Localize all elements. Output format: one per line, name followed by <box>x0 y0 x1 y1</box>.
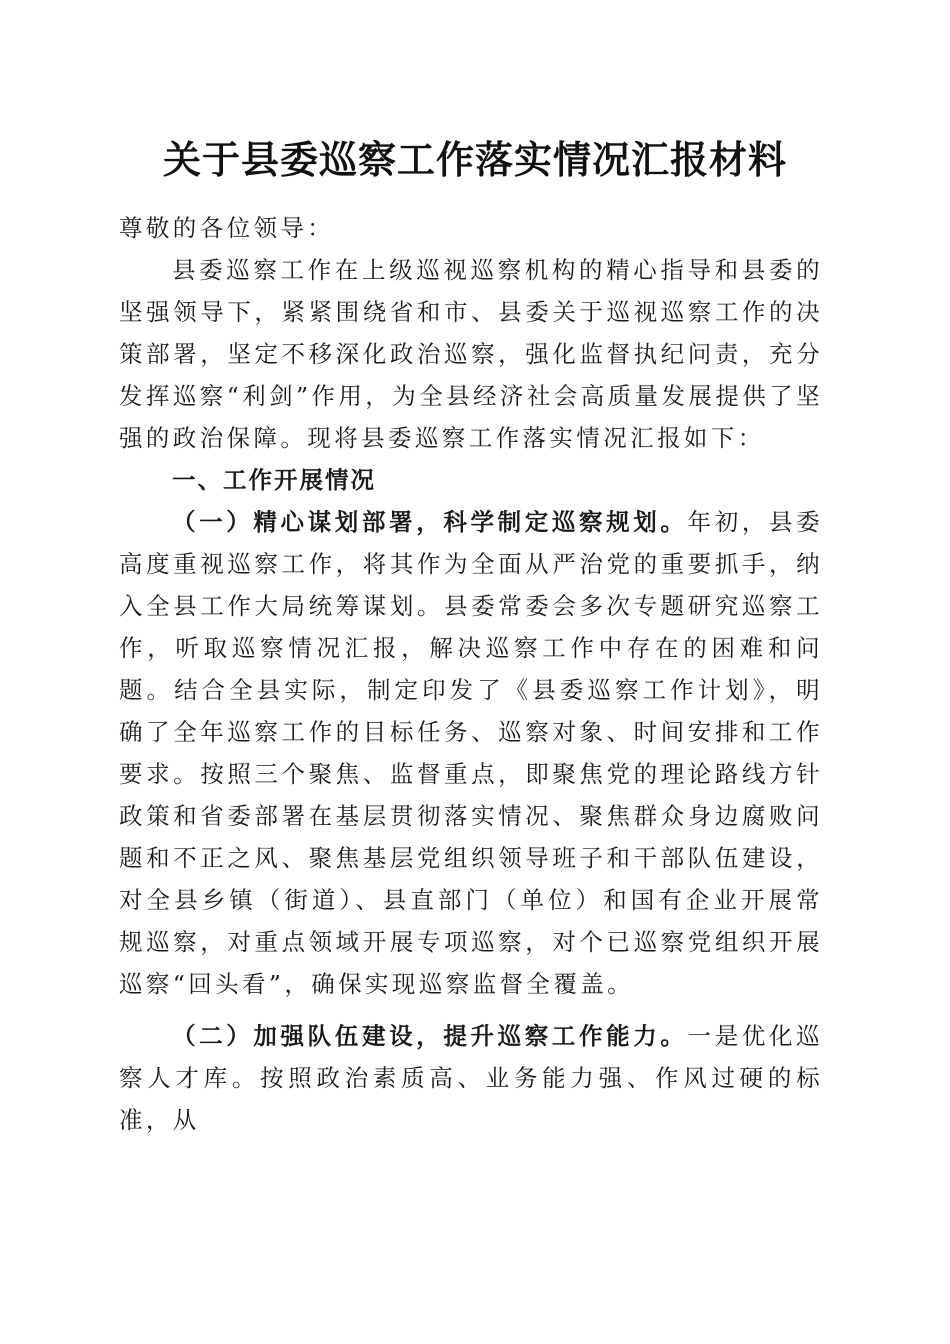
paragraph-2-lead: （二）加强队伍建设，提升巡察工作能力。 <box>172 1022 688 1050</box>
document-body <box>119 207 823 1141</box>
paragraph-1 <box>119 501 823 1005</box>
document-title: 关于县委巡察工作落实情况汇报材料 <box>162 137 787 182</box>
section-heading: 一、工作开展情况 <box>172 466 376 494</box>
paragraph-1-lead: （一）精心谋划部署，科学制定巡察规划。 <box>172 508 688 536</box>
paragraph-1-text: 年初，县委高度重视巡察工作，将其作为全面从严治党的重要抓手，纳入全县工作大局统筹谋划。县委常委会多次专题研究巡察工作，听取巡察情况汇报，解决巡察工作中存在的困难和问题。结合全县实际，制定印发了《县委巡察工作计划》，明确了全年巡察工作的目标任务、巡察对象、时间安排和工作要求。按照三个聚焦、监督重点，即聚焦党的理论路线方针政策和省委部署在基层贯彻落实情况、聚焦群众身边腐败问题和不正之风、聚焦基层党组织领导班子和干部队伍建设，对全县乡镇（街道）、县直部门（单位）和国有企业开展常规巡察，对重点领域开展专项巡察，对个已巡察党组织开展巡察“回头看”，确保实现巡察监督全覆盖。 <box>119 508 823 998</box>
salutation: 尊敬的各位领导： <box>119 214 335 242</box>
paragraph-2-text: 一是优化巡察人才库。按照政治素质高、业务能力强、作风过硬的标准，从 <box>119 1022 823 1134</box>
intro-paragraph: 县委巡察工作在上级巡视巡察机构的精心指导和县委的坚强领导下，紧紧围绕省和市、县委关于巡视巡察工作的决策部署，坚定不移深化政治巡察，强化监督执纪问责，充分发挥巡察“利剑”作用，为全县经济社会高质量发展提供了坚强的政治保障。现将县委巡察工作落实情况汇报如下： <box>119 256 823 452</box>
paragraph-2 <box>119 1015 823 1141</box>
